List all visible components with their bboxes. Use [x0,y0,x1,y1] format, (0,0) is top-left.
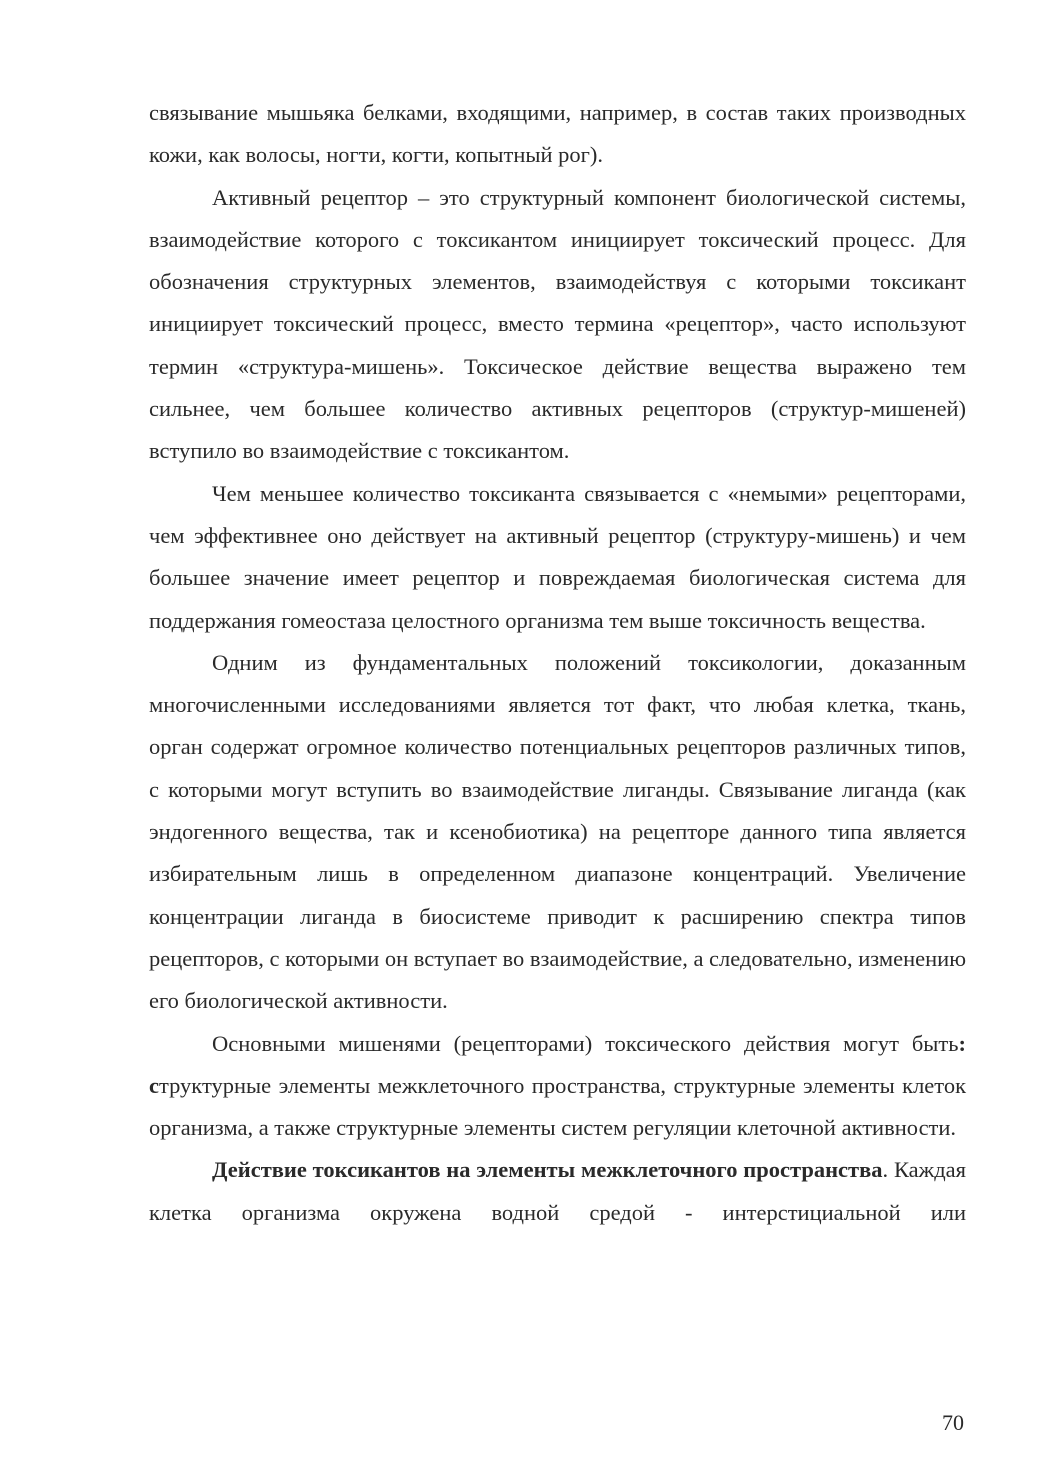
page-body [149,92,966,1234]
paragraph-5-rest: труктурные элементы межклеточного пространства, структурные элементы клеток организма, а также структурные элементы систем регуляции клеточной активности. [149,1072,966,1141]
paragraph-1: связывание мышьяка белками, входящими, например, в состав таких производных кожи, как волосы, ногти, когти, копытный рог). [149,100,966,168]
section-heading: Действие токсикантов на элементы межклеточного пространства [212,1157,883,1183]
paragraph-5 [149,1023,966,1150]
paragraph-3: Чем меньшее количество токсиканта связывается с «немыми» рецепторами, чем эффективнее оно действует на активный рецептор (структуру-мишень) и чем большее значение имеет рецептор и повреждаемая биологическая система для поддержания гомеостаза целостного организма тем выше токсичность вещества. [149,480,966,633]
page-number: 70 [942,1410,964,1435]
paragraph-5-bold: : с [149,1030,966,1098]
paragraph-5-lead: Основными мишенями (рецепторами) токсического действия могут быть [212,1030,959,1056]
paragraph-4: Одним из фундаментальных положений токсикологии, доказанным многочисленными исследованиями является тот факт, что любая клетка, ткань, орган содержат огромное количество потенциальных рецепторов различных типов, с которыми могут вступить во взаимодействие лиганды. Связывание лиганда (как эндогенного вещества, так и ксенобиотика) на рецепторе данного типа является избирательным лишь в определенном диапазоне концентраций. Увеличение концентрации лиганда в биосистеме приводит к расширению спектра типов рецепторов, с которыми он вступает во взаимодействие, а следовательно, изменению его биологической активности. [149,649,966,1014]
paragraph-2: Активный рецептор – это структурный компонент биологической системы, взаимодействие которого с токсикантом инициирует токсический процесс. Для обозначения структурных элементов, взаимодействуя с которыми токсикант инициирует токсический процесс, вместо термина «рецептор», часто используют термин «структура-мишень». Токсическое действие вещества выражено тем сильнее, чем большее количество активных рецепторов (структур-мишеней) вступило во взаимодействие с токсикантом. [149,184,966,464]
paragraph-6-text: . Каждая клетка организма окружена водной средой - интерстициальной или [149,1157,966,1225]
paragraph-6 [149,1149,966,1234]
